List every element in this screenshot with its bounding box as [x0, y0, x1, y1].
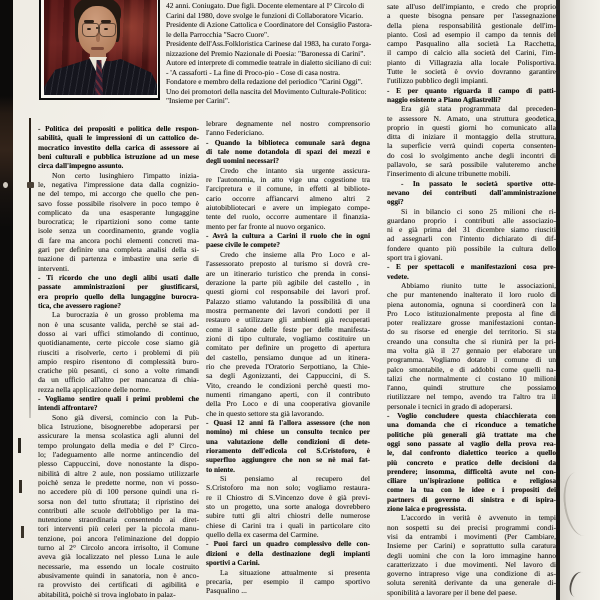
question-line: circa dall'impegno assunto. — [38, 161, 124, 171]
answer-line: non è una scusante valida, perchè se stai ad- — [38, 319, 199, 329]
question-line: naggio esistente a Piano Agliastrelli? — [387, 94, 502, 104]
answer-line: l'anno Federiciano. — [206, 128, 264, 138]
answer-line: cratiche più pesanti, ci sono a volte rimandi — [38, 366, 199, 376]
answer-line: ditta di iniziare il montaggio della struttura, — [387, 132, 556, 142]
answer-line: sto un progetto, una sorte analoga dovrebbero — [206, 502, 370, 512]
question-line: intendi affrontare? — [38, 403, 98, 413]
question-line: superfluo aggiungere che non se nè mai fat- — [206, 455, 370, 465]
answer-line: tuazione di partenza e imbastire una serie di — [38, 254, 199, 264]
answer-line: Pro Loco istituzionalmente preposta al fine di — [387, 308, 556, 318]
bio-line: "Insieme per Carini". — [166, 96, 230, 105]
answer-line: re il Chiostro di S.Vincenzo dove è già previ- — [206, 492, 370, 502]
question-line: le, dal confronto dialettico teorico a quello — [387, 448, 556, 458]
answer-line: l'inserimento di alcune tribunette mobili. — [387, 169, 511, 179]
question-line: una valutazione delle condizioni di dete- — [206, 436, 370, 446]
answer-line: le, negativa l'impressione data dalla cognizio- — [38, 179, 199, 189]
answer-line: derazione la parte più agibile del castello , in — [206, 277, 370, 287]
man-eye — [87, 28, 91, 30]
question-line: - Voglio concludere questa chiacchierata con — [387, 411, 556, 421]
question-line: sportivi a Carini. — [206, 558, 260, 568]
bio-line: Carini dal 1980, dove svolge le funzioni di Collaboratore Vicario. — [166, 10, 364, 20]
question-line: - Ti ricordo che uno degli alibi usati dalle — [38, 273, 199, 282]
question-line: - E per quanto riguarda il campo di patti- — [387, 85, 556, 95]
answer-line: Si in bilancio ci sono 25 milioni che ri- — [401, 206, 556, 216]
answer-line: pianto di Villagrazia alla locale Polisportiva. — [387, 57, 556, 67]
answer-line: quello della ex caserma del Carmine. — [206, 530, 319, 540]
answer-line: pianto. Così ad esempio il campo da tennis del — [387, 29, 556, 39]
question-line: partners di governo di sinistra e di ispira- — [387, 494, 556, 504]
answer-line: Si pensiamo al recupero del — [220, 474, 370, 484]
answer-line: l'arcipretura e il comune, in effetti al bibliote- — [206, 184, 370, 194]
answer-line: l'assessorato preposto al turismo si dovrà cre- — [206, 259, 370, 269]
scan-artifact-mark — [19, 480, 22, 493]
question-line: - Politica dei propositi e politica delle respon- — [38, 124, 199, 133]
answer-line: del castello, pensiamo dunque ad un itinera- — [206, 352, 370, 362]
answer-line: pallavolo, se sarà possibile valuteremo anche — [387, 160, 556, 170]
bio-line: Uno dei promotori della nascita del Movimento Culturale-Politico: — [166, 86, 367, 96]
portrait-photo-image — [44, 0, 157, 95]
answer-line: visi da entrambi i movimenti (Per Cambiare, — [387, 531, 556, 541]
answer-line: Tutte le società è ovvio dovranno garantire — [387, 67, 556, 77]
answer-line: savo fosse possibile risolvere in poco tempo è — [38, 198, 199, 208]
bio-line: Presidente di Azione Cattolica e Coordinatore del Consiglio Pastora- — [166, 20, 373, 29]
answer-line: S.Cristoforo ma non solo; vogliamo restaura- — [206, 483, 370, 493]
answer-line: abusivamente quindi in sanatoria, non è anco- — [38, 571, 199, 580]
answer-line: tente del ruolo, occorre aumentare il finanzia- — [206, 212, 370, 222]
answer-line: are un itinerario turistico che prenda in consi- — [206, 268, 370, 278]
answer-line: interventi. — [38, 263, 69, 273]
answer-line: mento per far fronte al nuovo organico. — [206, 221, 326, 231]
answer-line: aiutobibliotecari e avere un impiegato compe- — [206, 203, 370, 213]
question-line: rioramento dell'edicola col S.Cristoforo, è — [206, 446, 370, 456]
answer-line: questi giorni col responsabile dei lavori prof. — [206, 287, 370, 297]
answer-line: rezza nella applicazione delle norme. — [38, 384, 151, 394]
answer-line: ad assegnarli con l'intento dichiarato di dif- — [387, 234, 556, 244]
answer-line: riusciti a risolverle, certo i problemi di più — [38, 347, 199, 357]
answer-line: personale i tecnici in grado di adoperarsi. — [387, 401, 513, 411]
answer-line: sate all'uso dell'impianto, e credo che proprio — [387, 2, 556, 11]
answer-line: da un ufficio all'altro per mancanza di chia- — [38, 375, 199, 385]
answer-line: plesso Cappuccini, dove nonostante la dispo- — [38, 459, 199, 469]
question-line: una domanda che ci riconduce a tematiche — [387, 420, 556, 430]
answer-line: ra provvisto dei certificati di agibilità e — [38, 580, 199, 590]
bio-line: nizzazione del Premio Nazionale di Poesia: "Baronessa di Carini". — [166, 48, 366, 58]
question-line: oggi? — [387, 197, 404, 207]
answer-line: restauro e utilizzare gli ambienti già recuperati — [206, 315, 370, 325]
question-line: - Puoi farci un quadro complessivo delle con- — [206, 539, 370, 549]
question-line: beni culturali e pubblica istruzione ad un mese — [38, 151, 199, 161]
answer-line: chiese di Carini tra i quali in particolare cito — [206, 520, 370, 530]
bio-line: Autore ed interprete di commedie teatrale in dialetto siciliano di cui: — [166, 58, 372, 67]
answer-line: l'utilizzo pubblico degli impianti. — [387, 76, 488, 86]
man-eye — [104, 28, 108, 30]
answer-line: che in questo settore sta già lavorando. — [206, 408, 324, 418]
answer-line: do così lo svolgimento anche degli incontri di — [387, 150, 556, 160]
question-line: passate amministrazioni per giustificarsi, — [38, 282, 199, 292]
answer-line: della piena responsabilità gestionale dell'im- — [387, 20, 556, 30]
answer-line: il campo di calcio alla società del Carini, l'im- — [387, 48, 556, 58]
scan-artifact-mark — [18, 438, 21, 453]
question-line: era proprio quello della lungaggine burocra- — [38, 291, 199, 301]
answer-line: La situazione attualmente si presenta — [220, 567, 370, 577]
glasses-right-lens — [99, 23, 116, 37]
answer-line: no accedere più di 100 persone quindi una ri- — [38, 487, 199, 497]
answer-line: tempo prolungato della media e del I° Circo- — [38, 440, 199, 450]
answer-line: quotidianamente, certe piccole cose siamo già — [38, 338, 199, 348]
answer-line: nibilità di altre 2 aule, non possiamo utilizzarle — [38, 468, 199, 478]
answer-line: ni e già prima del 31 dicembre siamo riusciti — [387, 225, 556, 235]
answer-line: rio che preveda l'Oratorio Serpottiano, la Chie- — [206, 361, 370, 371]
question-line: vedete. — [387, 271, 409, 281]
text-column-1 — [38, 124, 199, 599]
answer-line: tori interventi più celeri per la piccola manu- — [38, 524, 199, 534]
answer-line: complicato da una esasperante lungaggine — [38, 207, 199, 217]
answer-line: la superficie verrà quindi coperta consenten- — [387, 141, 556, 151]
answer-line: Palazzo stiamo valutando la possibilità di una — [206, 296, 370, 306]
answer-line: sorsa non del tutto sfruttata; il ripristino dei — [38, 496, 199, 506]
answer-line: dosso ai vari uffici stimolando di continuo, — [38, 328, 199, 338]
answer-line: creando una consulta che si riunirà per la pri- — [387, 336, 556, 346]
question-line: - In passato le società sportive otte- — [401, 178, 556, 188]
bio-line: - 'A cassaforti - La fine di Proco-pio - Cose di casa nostra. — [166, 67, 341, 77]
answer-line: governo intrapreso vige una condizione di as- — [387, 569, 556, 579]
answer-line: abitabilità, poichè si trova inglobato in palaz- — [38, 589, 176, 599]
question-line: tica, che avessero ragione? — [38, 300, 122, 310]
answer-line: a queste bisogna pensare per l'assegnazione — [387, 11, 556, 21]
question-line: prendere; insomma, difficoltà avute nel con- — [387, 466, 556, 476]
answer-line: Era già stata programmata dal preceden- — [401, 104, 556, 114]
question-line: - Quasi 12 anni fà l'allora assessore (che non — [206, 418, 370, 427]
scan-artifact-mark — [21, 526, 24, 538]
text-column-3 — [387, 2, 556, 597]
answer-line: subire tutti gli altri chiostri delle numerose — [206, 511, 370, 521]
answer-line: che pur mantenendo inalterato il loro ruolo di — [387, 290, 556, 300]
answer-line: riutilizzare nel tempo, avendo tra l'altro tra il — [387, 392, 556, 402]
answer-line: lo; l'adeguamento alle norme antincendio del — [38, 449, 199, 459]
answer-line: mostra permanente dei lavori condotti per il — [206, 305, 370, 315]
answer-line: gari per definire una completa analisi della si- — [38, 245, 199, 255]
question-line: nomino) mi chiese un consulto tecnico per — [206, 427, 370, 437]
answer-line: Credo che insieme alla Pro Loco e al- — [220, 249, 370, 259]
answer-line: Pasqualino ... — [206, 586, 247, 596]
answer-line: soluta serenità derivante da una generale di- — [387, 578, 556, 588]
question-line: mocratico investito della carica di assessore ai — [38, 142, 199, 152]
answer-line: numenti rimangano aperti, con il contributo — [206, 389, 370, 399]
answer-line: programma. Vogliamo dotare il comune di un — [387, 355, 556, 365]
man-nose — [96, 33, 100, 42]
bio-line: Fondatore e membro della redazione del periodico "Carini Oggi". — [166, 77, 363, 86]
answer-line: Vito, creando le condizioni perchè questi mo- — [206, 380, 370, 390]
question-line: sabilità, quali le impressioni di un cattolico de- — [38, 133, 199, 143]
question-line: paese civile le compete? — [206, 240, 281, 250]
answer-line: l'anno, quindi strutture che possiamo — [387, 383, 556, 393]
bio-line: 42 anni. Coniugato. Due figli. Docente elementare al I° Circolo di — [166, 1, 365, 10]
answer-line: lebrare degnamente nel nostro comprensorio — [206, 119, 370, 128]
answer-line: caratterizzato i due movimenti. Nel lavoro di — [387, 559, 556, 569]
question-line: di tale nome dotandola di spazi dei mezzi e — [206, 147, 370, 157]
scan-speck — [3, 182, 8, 188]
answer-line: cario occorre affiancarvi almeno altri 2 — [206, 193, 370, 203]
question-line: ciliare un'ispirazione politica e religiosa — [387, 476, 556, 486]
portrait-photo — [39, 0, 160, 100]
answer-line: isole senza un coordinamento, grande voglia — [38, 226, 199, 236]
answer-line: blica Istruzione, bisognerebbe adoperarsi per — [38, 422, 199, 431]
answer-line: fondere quanto più possibile la cultura dello — [387, 243, 556, 253]
answer-line: palco smontabile, e di addobbi come quelli na- — [387, 364, 556, 374]
answer-line: non sospetti su dei precisi programmi condi- — [387, 522, 556, 532]
bio-block — [166, 1, 374, 106]
answer-line: ma volta già il 27 gennaio per elaborare un — [387, 345, 556, 355]
answer-line: proprio in questi giorni ho comunicato alla — [387, 122, 556, 132]
scan-artifact-line — [29, 118, 31, 418]
scan-artifact-tick — [27, 182, 34, 188]
scan-left-edge — [0, 0, 13, 600]
answer-line: assicurare la mensa scolastica agli alunni del — [38, 431, 199, 441]
question-line: politiche più generali già trattate ma che — [387, 429, 556, 439]
answer-line: nutenzione straordinaria consentendo ai diret- — [38, 515, 199, 525]
question-line: come la tua con le idee e i propositi dei — [387, 485, 556, 495]
text-column-2 — [206, 119, 370, 596]
question-line: degli uomini necessari? — [206, 156, 280, 166]
question-line: to niente. — [206, 464, 235, 474]
question-line: più concreto e pratico delle decisioni da — [387, 457, 556, 467]
answer-line: come il salone delle feste per delle manifesta- — [206, 324, 370, 334]
answer-line: L'accordo in verità è avvenuto in tempi — [401, 513, 556, 523]
answer-line: contributi alle scuole dell'obbligo per la ma- — [38, 505, 199, 515]
answer-line: te assessore N. Amato, una struttura geodetica, — [387, 113, 556, 123]
question-line: - Quando la biblioteca comunale sarà degna — [206, 137, 370, 147]
answer-line: sport tra i giovani. — [387, 253, 443, 263]
answer-line: Credo che intanto sia urgente assicura- — [220, 165, 370, 175]
answer-line: di fare ma ancora pochi elementi concreti ma- — [38, 235, 199, 245]
answer-line: poter realizzare grosse manifestazioni contan- — [387, 318, 556, 328]
bio-line: Presidente dell'Ass.Folkloristica Carinese dal 1983, ha curato l'orga- — [166, 39, 372, 48]
question-line: - Avrà la cultura a Carini il ruolo che in ogni — [206, 231, 370, 241]
answer-line: ne del tempo, mi accorgo che quello che pen- — [38, 189, 199, 199]
answer-line: do su risorse ed energie del territorio. Si sta — [387, 327, 556, 337]
answer-line: Abbiamo riunito tutte le associazioni, — [401, 280, 556, 290]
question-line: - Vogliamo sentire quali i primi problemi che — [38, 394, 199, 404]
answer-line: campo Pasqualino alla società La Racchetta, — [387, 39, 556, 49]
answer-line: poichè senza le predette norme, non vi posso- — [38, 477, 199, 487]
answer-line: piena autonomia, ognuna si coordinerà con la — [387, 299, 556, 309]
answer-line: tenzione, poi ancora l'eliminazione del doppio — [38, 533, 199, 543]
question-line: nevano dei contributi dall'amministrazione — [387, 187, 556, 197]
answer-line: sponibilità a lavorare per il bene del paese. — [387, 587, 517, 597]
answer-line: comitato per definire un progetto di apertura — [206, 343, 370, 353]
answer-line: guardano proprio i contributi alle associazio- — [387, 215, 556, 225]
answer-line: burocratica; le ripartizioni sono come tante — [38, 217, 199, 227]
answer-line: Insieme per Carini) e soprattutto sulla caratura — [387, 541, 556, 551]
glasses-bridge — [96, 27, 100, 29]
answer-line: Non certo lusinghiero l'impatto inizia- — [52, 170, 199, 180]
bio-line: le della Parrocchia "Sacro Cuore". — [166, 29, 269, 39]
answer-line: La burocrazia è un grosso problema ma — [52, 310, 199, 320]
answer-line: ampio respiro risentono di complessità buro- — [38, 356, 199, 366]
answer-line: talizi che normalmente ci costano 10 milioni — [387, 373, 556, 383]
answer-line: della Pro Loco e di una cooperativa giovanile — [206, 399, 370, 409]
answer-line: degli uomini che con la loro immagine hanno — [387, 550, 556, 560]
answer-line: aveva già localizzato nel plesso Luna le aule — [38, 552, 199, 562]
answer-line: zioni di tipo culturale, vogliamo costituire un — [206, 333, 370, 343]
question-line: zione laica e progressista. — [387, 504, 467, 514]
answer-line: sa degli Agonizzanti, dei Cappuccini, di S. — [206, 371, 370, 381]
answer-line: necessarie, ma essendo un locale costruito — [38, 561, 199, 571]
answer-line: re l'autonomia, in atto vige una cogestione tra — [206, 175, 370, 185]
answer-line: Sono già diversi, comincio con la Pub- — [52, 412, 199, 422]
question-line: - E per spettacoli e manifestazioni cosa pre- — [387, 262, 556, 272]
answer-line: turno al 2° Circolo ancora irrisolto, il Comune — [38, 543, 199, 553]
answer-line: precaria, per esempio il campo sportivo — [206, 576, 370, 586]
question-line: dizioni e della destinazione degli impianti — [206, 548, 370, 558]
question-line: oggi sono passate al vaglio della prova rea- — [387, 438, 556, 448]
